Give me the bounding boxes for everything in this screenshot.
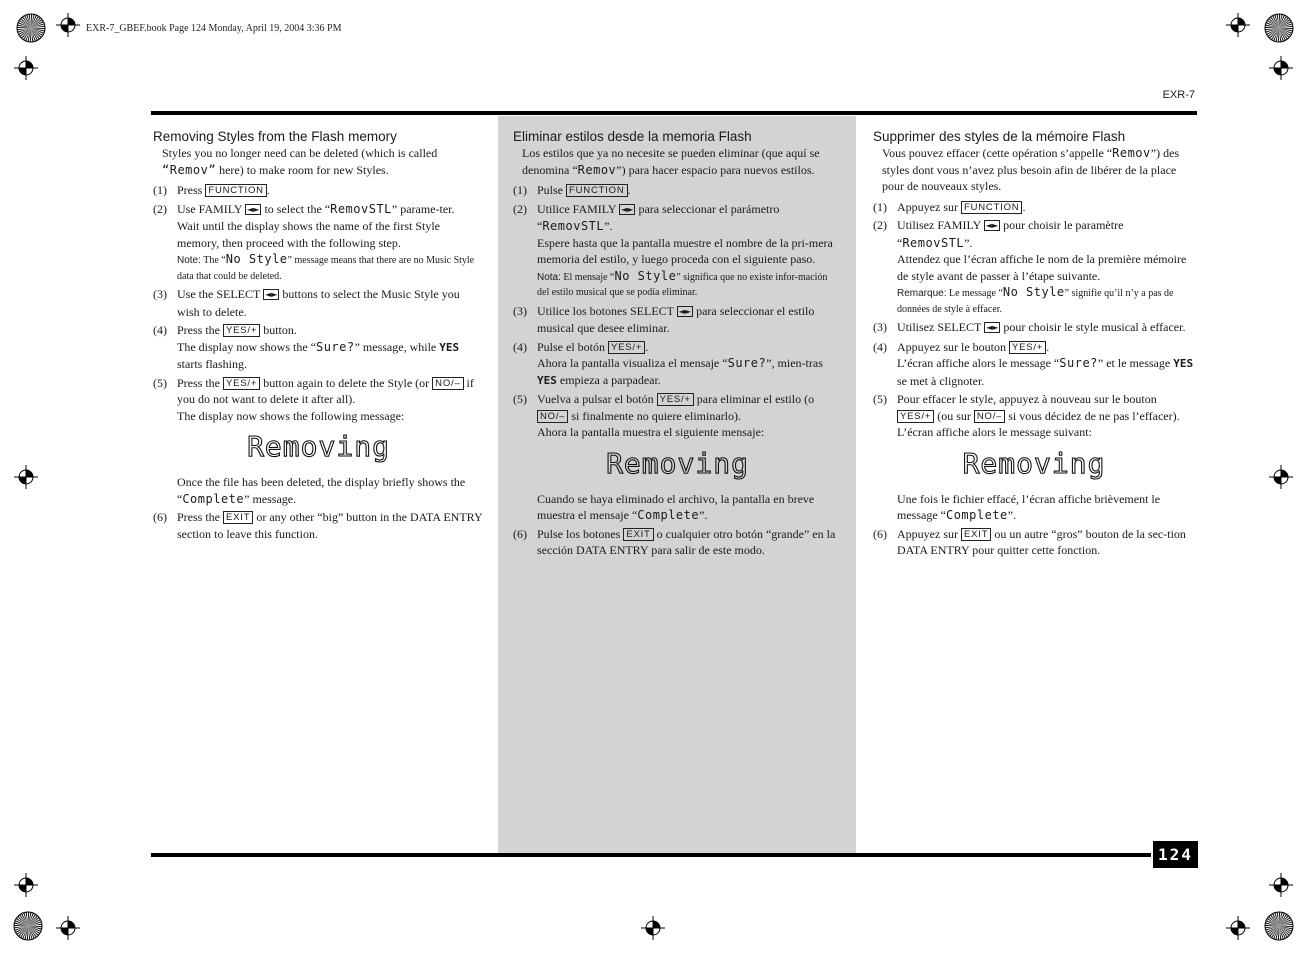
section-title: Removing Styles from the Flash memory <box>153 129 397 144</box>
lcd-display-removing: Removing <box>962 446 1106 480</box>
exit-key-label: EXIT <box>223 511 253 524</box>
step-3: (3) Use the SELECT ◄► buttons to select the Music Style you wish to delete. <box>153 287 460 319</box>
lcd-display-removing: Removing <box>247 430 390 463</box>
yes-key-label: YES/+ <box>897 410 934 423</box>
left-right-arrows-icon: ◄► <box>986 323 999 332</box>
note: Nota: El mensaje “No Style” significa que no existe infor-mación del estilo musical que se podía eliminar. <box>537 268 828 298</box>
step-5: (5) Press the YES/+ button again to delete the Style (or NO/– if you do not want to delete it after all). The display now shows the following message: Removing Once the file has been deleted, the display briefly shows the “Complete” message. <box>153 375 484 508</box>
step-4: (4) Press the YES/+ button. The display now shows the “Sure?” message, while YES starts flashing. <box>153 323 460 371</box>
left-right-arrows-icon: ◄► <box>678 306 692 316</box>
crosshair-mark-icon <box>1269 56 1293 80</box>
step-1: (1) Press FUNCTION . <box>153 183 270 197</box>
crosshair-mark-icon <box>1269 465 1293 489</box>
lcd-display-removing: Removing <box>606 446 749 480</box>
bottom-rule <box>151 853 1151 857</box>
intro-text: Styles you no longer need can be deleted (which is called “Remov” here) to make room for new Styles. <box>162 146 438 177</box>
book-header-note: EXR-7_GBEF.book Page 124 Monday, April 19, 2004 3:36 PM <box>86 23 342 34</box>
step-2: (2) Use FAMILY ◄► to select the “RemovSTL” parame-ter. Wait until the display shows the name of the first Style memory, then proceed with the following step. Note: The “No Style” message means that there are no Music Style data that could be deleted. <box>153 201 484 285</box>
step-5: (5) Vuelva a pulsar el botón YES/+ para eliminar el estilo (o NO/– si finalmente no quiere eliminarlo). Ahora la pantalla muestra el siguiente mensaje: Removing Cuando se haya eliminado el archivo, la pantalla en breve muestra el mensaje “Complete”. <box>513 391 842 524</box>
step-6: (6) Pulse los botones EXIT o cualquier otro botón “grande” en la sección DATA ENTRY para salir de este modo. <box>513 526 836 557</box>
left-right-arrows-icon: ◄► <box>247 204 260 214</box>
no-key-label: NO/– <box>537 410 568 423</box>
exit-key-label: EXIT <box>961 528 991 541</box>
step-3: (3) Utilice los botones SELECT ◄► para seleccionar el estilo musical que desee eliminar. <box>513 303 815 335</box>
no-key-label: NO/– <box>432 377 463 390</box>
yes-key-label: YES/+ <box>223 324 260 337</box>
function-key-label: FUNCTION <box>205 184 266 197</box>
column-spanish <box>498 116 856 853</box>
crosshair-mark-icon <box>14 465 38 489</box>
intro-text: Vous pouvez effacer (cette opération s’appelle “Remov”) des styles dont vous n’avez plus besoin afin de libérer de la place pour de nouveaux styles. <box>882 146 1180 193</box>
yes-key-label: YES/+ <box>1009 341 1046 354</box>
crosshair-mark-icon <box>14 873 38 897</box>
starburst-mark-icon <box>13 911 43 941</box>
no-key-label: NO/– <box>974 410 1005 423</box>
crosshair-mark-icon <box>56 13 80 37</box>
yes-key-label: YES/+ <box>657 393 694 406</box>
page-number: 124 <box>1153 841 1198 868</box>
top-rule <box>151 111 1197 115</box>
left-right-arrows-icon: ◄► <box>985 221 999 230</box>
crosshair-mark-icon <box>641 916 665 940</box>
note: Note: The “No Style” message means that there are no Music Style data that could be deleted. <box>177 252 475 282</box>
crosshair-mark-icon <box>1269 873 1293 897</box>
section-title: Supprimer des styles de la mémoire Flash <box>873 129 1126 144</box>
model-name: EXR-7 <box>1162 89 1195 101</box>
step-6: (6) Appuyez sur EXIT ou un autre “gros” bouton de la sec-tion DATA ENTRY pour quitter cette fonction. <box>873 526 1186 557</box>
section-title: Eliminar estilos desde la memoria Flash <box>513 129 752 144</box>
step-6: (6) Press the EXIT or any other “big” button in the DATA ENTRY section to leave this function. <box>153 510 483 541</box>
step-1: (1) Pulse FUNCTION . <box>513 183 631 197</box>
crosshair-mark-icon <box>14 56 38 80</box>
yes-key-label: YES/+ <box>223 377 260 390</box>
left-right-arrows-icon: ◄► <box>621 204 634 214</box>
column-french <box>856 116 1197 853</box>
step-2: (2) Utilisez FAMILY ◄► pour choisir le paramètre “RemovSTL”. Attendez que l’écran affiche le nom de la première mémoire de style avant de passer à l’étape suivante. Remarque: Le message “No Style” signifie qu’il n’y a pas de données de style à effacer. <box>873 217 1195 317</box>
note: Remarque: Le message “No Style” signifie qu’il n’y a pas de données de style à effacer. <box>897 285 1174 315</box>
starburst-mark-icon <box>1264 911 1294 941</box>
starburst-mark-icon <box>16 13 46 43</box>
column-english <box>151 116 498 853</box>
step-4: (4) Appuyez sur le bouton YES/+ . L’écran affiche alors le message “Sure?” et le message YES se met à clignoter. <box>873 339 1194 388</box>
function-key-label: FUNCTION <box>566 184 627 197</box>
step-4: (4) Pulse el botón YES/+ . Ahora la pantalla visualiza el mensaje “Sure?”, mien-tras YES empieza a parpadear. <box>513 339 823 387</box>
step-2: (2) Utilice FAMILY ◄► para seleccionar el parámetro “RemovSTL”. Espere hasta que la pantalla muestre el nombre de la pri-mera memoria del estilo, y luego proceda con el siguiente paso. Nota: El mensaje “No Style” significa que no existe infor-mación del estilo musical que se podía eliminar. <box>513 201 842 301</box>
step-1: (1) Appuyez sur FUNCTION . <box>873 199 1026 214</box>
step-3: (3) Utilisez SELECT ◄► pour choisir le style musical à effacer. <box>873 320 1186 334</box>
starburst-mark-icon <box>1264 13 1294 43</box>
crosshair-mark-icon <box>1226 916 1250 940</box>
exit-key-label: EXIT <box>623 528 653 541</box>
left-right-arrows-icon: ◄► <box>265 290 278 299</box>
intro-text: Los estilos que ya no necesite se pueden eliminar (que aquí se denomina “Remov”) para hacer espacio para nuevos estilos. <box>522 146 820 177</box>
step-5: (5) Pour effacer le style, appuyez à nouveau sur le bouton YES/+ (ou sur NO/– si vous décidez de ne pas l’effacer). L’écran affiche alors le message suivant: Removing Une fois le fichier effacé, l’écran affiche brièvement le message “Complete”. <box>873 391 1195 524</box>
function-key-label: FUNCTION <box>961 201 1022 214</box>
yes-key-label: YES/+ <box>608 341 645 354</box>
crosshair-mark-icon <box>56 916 80 940</box>
crosshair-mark-icon <box>1226 13 1250 37</box>
